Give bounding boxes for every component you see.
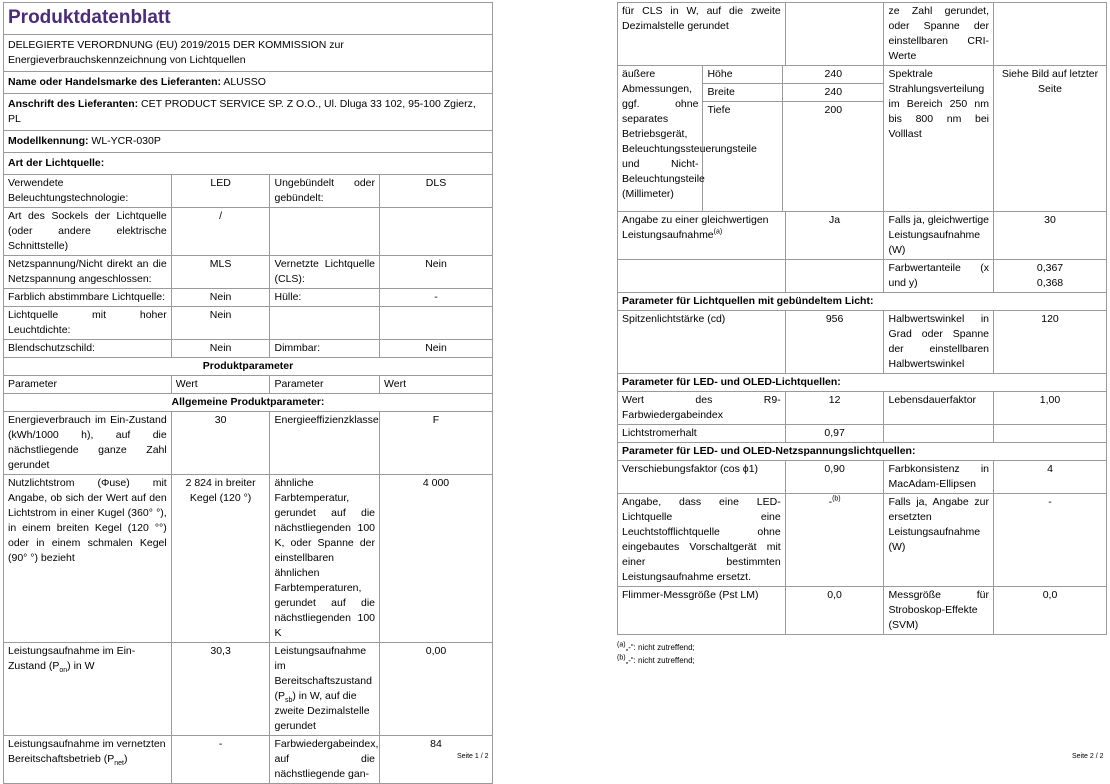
param-label-text: Angabe zu einer gleichwertigen Leistungsaufnahme: [622, 214, 769, 241]
address-value: CET PRODUCT SERVICE SP. Z O.O., Ul. Dluga 33 102, 95-100 Zgierz, PL: [8, 98, 476, 125]
general-section-header: Allgemeine Produktparameter:: [4, 394, 493, 412]
page-2: [617, 2, 1107, 667]
param-value: 0,00: [380, 643, 493, 736]
param-label: [270, 208, 380, 256]
param-label: Lichtquelle mit hoher Leuchtdichte:: [4, 307, 172, 340]
param-label: Energieverbrauch im Ein-Zustand (kWh/1000 h), auf die nächstliegende ganze Zahl gerundet: [4, 412, 172, 475]
dimensions-cell: [618, 66, 884, 212]
footnote-mark: (b): [832, 495, 841, 503]
param-value: Ja: [785, 212, 884, 260]
param-value: DLS: [380, 175, 493, 208]
param-label: Verwendete Beleuchtungstechnologie:: [4, 175, 172, 208]
param-label: Wert des R9-Farbwiedergabeindex: [618, 392, 786, 425]
subscript: on: [59, 667, 68, 675]
param-label: Spitzenlichtstärke (cd): [618, 311, 786, 374]
param-value: [785, 260, 884, 293]
param-value: 4 000: [380, 475, 493, 643]
param-label: Falls ja, Angabe zur ersetzten Leistungsaufnahme (W): [884, 494, 994, 587]
dimension-value: 240: [783, 84, 884, 102]
param-value: [380, 307, 493, 340]
param-label: Netzspannung/Nicht direkt an die Netzspannung angeschlossen:: [4, 256, 172, 289]
param-label: Farblich abstimmbare Lichtquelle:: [4, 289, 172, 307]
param-label: Messgröße für Stroboskop-Effekte (SVM): [884, 587, 994, 635]
continued-row: [618, 3, 1107, 66]
param-value: Nein: [171, 340, 270, 358]
led-row: [618, 425, 1107, 443]
supplier-row: [4, 72, 493, 94]
param-label: Lebensdauerfaktor: [884, 392, 994, 425]
general-row: [4, 475, 493, 643]
mains-section-header: Parameter für LED- und OLED-Netzspannungslichtquellen:: [618, 443, 1107, 461]
param-value: 0,0: [994, 587, 1107, 635]
type-row: [4, 340, 493, 358]
param-label: Energieeffizienzklasse: [270, 412, 380, 475]
page-title: Produktdatenblatt: [4, 3, 493, 35]
directional-section-header: Parameter für Lichtquellen mit gebündeltem Licht:: [618, 293, 1107, 311]
flicker-row: [618, 587, 1107, 635]
param-value: [994, 260, 1107, 293]
footnote-text: „-“: nicht zutreffend;: [625, 643, 695, 652]
param-value: 0,90: [785, 461, 884, 494]
param-value: -: [994, 494, 1107, 587]
footnote: [617, 654, 1107, 667]
param-value: [785, 3, 884, 66]
params-section-header: Produktparameter: [4, 358, 493, 376]
param-label: Flimmer-Messgröße (Pst LM): [618, 587, 786, 635]
param-value: 30: [994, 212, 1107, 260]
column-header: Wert: [380, 376, 493, 394]
param-value: [785, 494, 884, 587]
dimensions-table: [618, 66, 883, 211]
param-label: für CLS in W, auf die zweite Dezimalstelle gerundet: [618, 3, 786, 66]
param-label: [618, 212, 786, 260]
param-label: Art des Sockels der Lichtquelle (oder andere elektrische Schnittstelle): [4, 208, 172, 256]
type-row: [4, 175, 493, 208]
datasheet-table-page-1: [3, 2, 493, 784]
column-header: Wert: [171, 376, 270, 394]
chroma-x: 0,367: [1036, 262, 1064, 274]
model-label: Modellkennung:: [8, 135, 89, 147]
footnote-mark: (a): [617, 641, 626, 649]
datasheet-table-page-2: [617, 2, 1107, 635]
param-label: Spektrale Strahlungsverteilung im Bereich 250 nm bis 800 nm bei Volllast: [884, 66, 994, 212]
led-row: [618, 392, 1107, 425]
param-value: LED: [171, 175, 270, 208]
type-section-header: Art der Lichtquelle:: [4, 153, 493, 175]
column-header: Parameter: [4, 376, 172, 394]
param-value: /: [171, 208, 270, 256]
address-row: [4, 94, 493, 131]
general-row: [4, 412, 493, 475]
param-value: 12: [785, 392, 884, 425]
param-label: Vernetzte Lichtquelle (CLS):: [270, 256, 380, 289]
param-value: [994, 3, 1107, 66]
param-label-text: ): [123, 753, 128, 765]
mains-row: [618, 461, 1107, 494]
power-net-row: [4, 736, 493, 784]
dimensions-label: äußere Abmessungen, ggf. ohne separates Betriebsgerät, Beleuchtungssteuerungsteile und Nicht-Beleuchtungsteile (Millimeter): [618, 66, 703, 211]
directional-row: [618, 311, 1107, 374]
replace-row: [618, 494, 1107, 587]
param-value: Nein: [171, 307, 270, 340]
model-value: WL-YCR-030P: [91, 135, 161, 147]
param-value: [380, 208, 493, 256]
param-label: [4, 643, 172, 736]
column-header-row: [4, 376, 493, 394]
param-label-text: Leistungsaufnahme im vernetzten Bereitschaftsbetrieb (P: [8, 738, 166, 765]
subscript: sb: [284, 697, 293, 705]
chroma-row: [618, 260, 1107, 293]
param-label: [270, 307, 380, 340]
param-value: F: [380, 412, 493, 475]
param-label: Hülle:: [270, 289, 380, 307]
param-label: [4, 736, 172, 784]
param-label: Dimmbar:: [270, 340, 380, 358]
param-value: Nein: [171, 289, 270, 307]
param-value: -: [380, 289, 493, 307]
dimension-name: Höhe: [703, 66, 783, 84]
param-label: Farbwertanteile (x und y): [884, 260, 994, 293]
footnote: [617, 641, 1107, 654]
param-label-text: ) in W: [67, 660, 95, 672]
param-value: 84: [380, 736, 493, 784]
param-label: [618, 260, 786, 293]
param-label: Farbkonsistenz in MacAdam-Ellipsen: [884, 461, 994, 494]
param-value: 0,97: [785, 425, 884, 443]
param-value: [994, 425, 1107, 443]
param-label: Nutzlichtstrom (Φuse) mit Angabe, ob sich der Wert auf den Lichtstrom in einer Kugel (360° °), in einem breiten Kegel (120 °°) oder in einem schmalen Kegel (90° °) bezieht: [4, 475, 172, 643]
param-value: 120: [994, 311, 1107, 374]
page-number: Seite 1 / 2: [457, 753, 489, 760]
param-value: 30: [171, 412, 270, 475]
column-header: Parameter: [270, 376, 380, 394]
supplier-value: ALUSSO: [223, 76, 266, 88]
page-number: Seite 2 / 2: [1072, 753, 1104, 760]
page-1: [3, 2, 493, 784]
param-value: Siehe Bild auf letzter Seite: [994, 66, 1107, 212]
param-value: Nein: [380, 256, 493, 289]
param-label: [884, 425, 994, 443]
param-label-text: Leistungsaufnahme im Ein-Zustand (P: [8, 645, 136, 672]
type-row: [4, 289, 493, 307]
param-label: ze Zahl gerundet, oder Spanne der einstellbaren CRI-Werte: [884, 3, 994, 66]
param-value: -: [171, 736, 270, 784]
param-label: Lichtstromerhalt: [618, 425, 786, 443]
param-value: 1,00: [994, 392, 1107, 425]
dimension-value: 240: [783, 66, 884, 84]
subscript: net: [114, 760, 124, 768]
param-label: Verschiebungsfaktor (cos ϕ1): [618, 461, 786, 494]
address-label: Anschrift des Lieferanten:: [8, 98, 139, 110]
dimension-value: 200: [824, 104, 843, 116]
type-row: [4, 256, 493, 289]
power-row: [4, 643, 493, 736]
param-value: 4: [994, 461, 1107, 494]
led-section-header: Parameter für LED- und OLED-Lichtquellen:: [618, 374, 1107, 392]
param-label: Blendschutzschild:: [4, 340, 172, 358]
footnote-text: „-“: nicht zutreffend;: [625, 656, 695, 665]
param-label-text: ) in W, auf die zweite Dezimalstelle gerundet: [274, 690, 370, 732]
param-label: Falls ja, gleichwertige Leistungsaufnahme (W): [884, 212, 994, 260]
param-label: Halbwertswinkel in Grad oder Spanne der einstellbaren Halbwertswinkel: [884, 311, 994, 374]
dimensions-row: [618, 66, 1107, 212]
param-value: 0,0: [785, 587, 884, 635]
equiv-row: [618, 212, 1107, 260]
param-label: ähnliche Farbtemperatur, gerundet auf die nächstliegenden 100 K, oder Spanne der einstellbaren ähnlichen Farbtemperaturen, gerundet auf die nächstliegenden 100 K: [270, 475, 380, 643]
param-label: [270, 643, 380, 736]
footnote-mark: (b): [617, 654, 626, 662]
model-row: [4, 131, 493, 153]
param-label: Ungebündelt oder gebündelt:: [270, 175, 380, 208]
type-row: [4, 208, 493, 256]
param-value: 2 824 in breiter Kegel (120 °): [171, 475, 270, 643]
param-value: MLS: [171, 256, 270, 289]
param-label: Angabe, dass eine LED-Lichtquelle eine Leuchtstofflichtquelle ohne eingebautes Vorschaltgerät mit einer bestimmten Leistungsaufnahme ersetzt.: [618, 494, 786, 587]
param-value: 956: [785, 311, 884, 374]
param-value: Nein: [380, 340, 493, 358]
param-value: 30,3: [171, 643, 270, 736]
param-label-text: Leistungsaufnahme im Bereitschaftszustand (P: [274, 645, 372, 702]
dimension-name: Breite: [703, 84, 783, 102]
supplier-label: Name oder Handelsmarke des Lieferanten:: [8, 76, 221, 88]
param-label: Farbwiedergabeindex, auf die nächstliegende gan-: [270, 736, 380, 784]
footnotes: [617, 641, 1107, 667]
regulation-text: DELEGIERTE VERORDNUNG (EU) 2019/2015 DER KOMMISSION zur Energieverbrauchskennzeichnung von Lichtquellen: [4, 35, 493, 72]
param-value-text: -: [828, 496, 833, 508]
type-row: [4, 307, 493, 340]
footnote-mark: (a): [713, 228, 723, 236]
dimension-name: Tiefe: [703, 102, 783, 120]
chroma-y: 0,368: [1036, 277, 1064, 289]
